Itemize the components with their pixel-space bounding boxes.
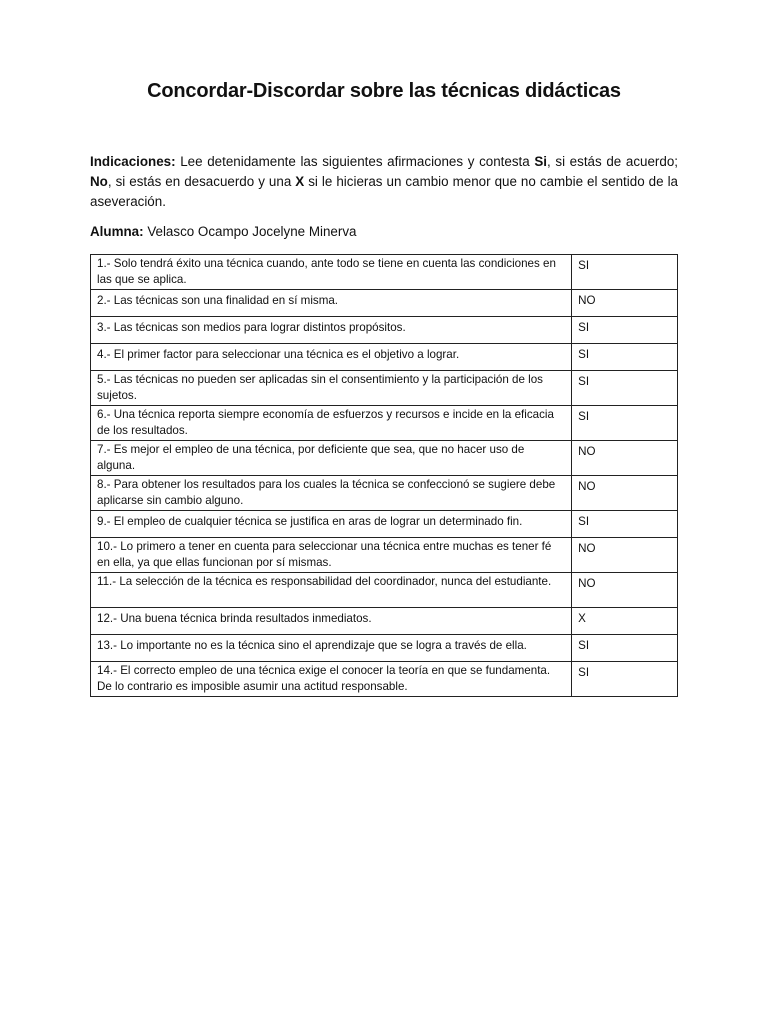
statement-cell: 7.- Es mejor el empleo de una técnica, por deficiente que sea, que no hacer uso de alguna.	[91, 441, 572, 476]
answer-cell: NO	[572, 538, 678, 573]
answer-cell: SI	[572, 511, 678, 538]
page-title: Concordar-Discordar sobre las técnicas didácticas	[147, 80, 621, 102]
table-row	[91, 608, 678, 635]
table-row	[91, 317, 678, 344]
instructions-label: Indicaciones:	[90, 154, 176, 169]
student-name: Velasco Ocampo Jocelyne Minerva	[147, 224, 357, 239]
table-row	[91, 635, 678, 662]
answer-cell: SI	[572, 406, 678, 441]
answer-code-x: X	[295, 174, 305, 189]
statement-cell: 3.- Las técnicas son medios para lograr distintos propósitos.	[91, 317, 572, 344]
statement-cell: 11.- La selección de la técnica es responsabilidad del coordinador, nunca del estudiante.	[91, 573, 572, 608]
table-row	[91, 538, 678, 573]
instructions-text: , si estás en desacuerdo y una	[107, 174, 296, 189]
table-row	[91, 290, 678, 317]
statement-cell: 6.- Una técnica reporta siempre economía de esfuerzos y recursos e incide en la eficacia de los resultados.	[91, 406, 572, 441]
answer-cell: NO	[572, 441, 678, 476]
table-row	[91, 255, 678, 290]
instructions-text: si le hicieras un cambio menor que no cambie el sentido de la aseveración.	[90, 174, 678, 209]
table-row	[91, 476, 678, 511]
table-row	[91, 344, 678, 371]
answer-code-si: Si	[534, 154, 547, 169]
statement-cell: 10.- Lo primero a tener en cuenta para seleccionar una técnica entre muchas es tener fé en ella, ya que ellas funcionan por sí mismas.	[91, 538, 572, 573]
statement-cell: 1.- Solo tendrá éxito una técnica cuando, ante todo se tiene en cuenta las condiciones en las que se aplica.	[91, 255, 572, 290]
instructions-text: Lee detenidamente las siguientes afirmaciones y contesta	[175, 154, 535, 169]
answer-cell: NO	[572, 290, 678, 317]
answer-cell: NO	[572, 476, 678, 511]
student-line	[90, 224, 356, 239]
answer-cell: SI	[572, 255, 678, 290]
statement-cell: 14.- El correcto empleo de una técnica exige el conocer la teoría en que se fundamenta. De lo contrario es imposible asumir una actitud responsable.	[91, 662, 572, 697]
answer-cell: SI	[572, 344, 678, 371]
statement-cell: 2.- Las técnicas son una finalidad en sí misma.	[91, 290, 572, 317]
statement-cell: 5.- Las técnicas no pueden ser aplicadas sin el consentimiento y la participación de los sujetos.	[91, 371, 572, 406]
table-row	[91, 441, 678, 476]
table-row	[91, 511, 678, 538]
table-row	[91, 406, 678, 441]
table-row	[91, 371, 678, 406]
answer-cell: X	[572, 608, 678, 635]
statement-cell: 12.- Una buena técnica brinda resultados inmediatos.	[91, 608, 572, 635]
instructions-paragraph	[90, 152, 678, 212]
answer-cell: SI	[572, 371, 678, 406]
answer-cell: NO	[572, 573, 678, 608]
answer-cell: SI	[572, 317, 678, 344]
answer-code-no: No	[90, 174, 108, 189]
statements-table	[90, 254, 678, 697]
answer-cell: SI	[572, 662, 678, 697]
statement-cell: 13.- Lo importante no es la técnica sino el aprendizaje que se logra a través de ella.	[91, 635, 572, 662]
table-row	[91, 662, 678, 697]
statement-cell: 4.- El primer factor para seleccionar una técnica es el objetivo a lograr.	[91, 344, 572, 371]
statement-cell: 8.- Para obtener los resultados para los cuales la técnica se confeccionó se sugiere debe aplicarse sin cambio alguno.	[91, 476, 572, 511]
answer-cell: SI	[572, 635, 678, 662]
student-label: Alumna:	[90, 224, 144, 239]
instructions-text: , si estás de acuerdo;	[547, 154, 678, 169]
table-row	[91, 573, 678, 608]
statement-cell: 9.- El empleo de cualquier técnica se justifica en aras de lograr un determinado fin.	[91, 511, 572, 538]
